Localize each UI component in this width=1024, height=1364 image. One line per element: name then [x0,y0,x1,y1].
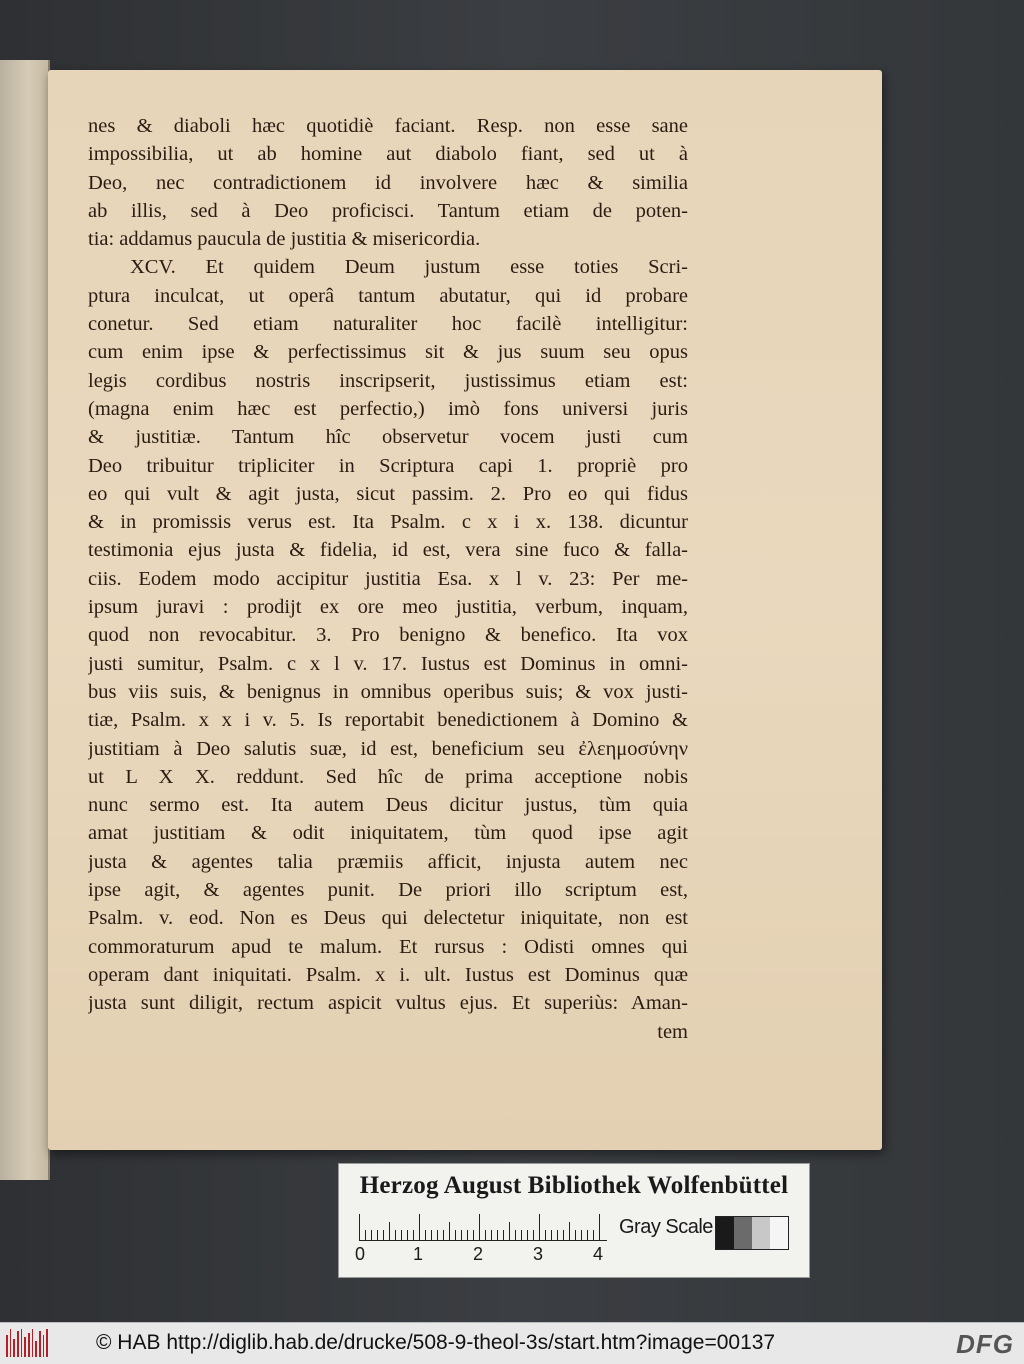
logo-bar [32,1329,34,1357]
ruler-tick [563,1230,564,1240]
text-line: justi sumitur, Psalm. c x l v. 17. Iustus est Dominus in omni- [88,652,688,675]
ruler-tick [485,1230,486,1240]
text-line: tia: addamus paucula de justitia & misericordia. [88,228,481,251]
ruler-tick [425,1230,426,1240]
text-line: nunc sermo est. Ita autem Deus dicitur justus, tùm quia [88,794,688,817]
previous-page-edge [0,60,50,1180]
text-line: ipse agit, & agentes punit. De priori illo scriptum est, [88,879,688,902]
text-line: justa sunt diligit, rectum aspicit vultus ejus. Et superiùs: Aman- [88,992,688,1015]
ruler-numbers [355,1244,625,1268]
ruler-tick [491,1230,492,1240]
ruler-tick [407,1230,408,1240]
text-line: (magna enim hæc est perfectio,) imò fons universi juris [88,397,688,420]
logo-bar [39,1331,41,1357]
ruler-tick [503,1230,504,1240]
ruler-tick [371,1230,372,1240]
text-line: quod non revocabitur. 3. Pro benigno & benefico. Ita vox [88,624,688,647]
ruler-tick [587,1230,588,1240]
logo-bar [10,1329,12,1357]
ruler-tick [437,1230,438,1240]
hab-barcode-logo-icon[interactable] [6,1329,48,1357]
ruler-tick [383,1230,384,1240]
ruler-number: 2 [473,1244,484,1264]
ruler-tick [473,1230,474,1240]
ruler-tick [455,1230,456,1240]
text-line: Deo, nec contradictionem id involvere hæc & similia [88,171,688,194]
ruler-tick [539,1214,540,1240]
swatch-dark-gray [734,1217,752,1249]
logo-bar [17,1331,19,1357]
text-line: conetur. Sed etiam naturaliter hoc facilè intelligitur: [88,313,688,336]
text-line: legis cordibus nostris inscripserit, justissimus etiam est: [88,369,688,392]
ruler-number: 3 [533,1244,544,1264]
text-line: cum enim ipse & perfectissimus sit & jus suum seu opus [88,341,688,364]
ruler-tick [365,1230,366,1240]
logo-bar [24,1337,26,1357]
ruler-number: 1 [413,1244,424,1264]
text-line: nes & diaboli hæc quotidiè faciant. Resp. non esse sane [88,115,688,137]
library-color-scale-label [338,1163,810,1278]
centimeter-ruler [359,1212,607,1241]
ruler-tick [551,1230,552,1240]
ruler-tick [443,1230,444,1240]
ruler-tick [377,1230,378,1240]
text-line: ptura inculcat, ut operâ tantum abutatur, qui id probare [88,284,688,307]
ruler-tick [509,1222,510,1240]
logo-bar [28,1333,30,1357]
ruler-tick [521,1230,522,1240]
ruler-tick [413,1230,414,1240]
text-line: & justitiæ. Tantum hîc observetur vocem justi cum [88,426,688,449]
ruler-tick [497,1230,498,1240]
ruler-tick [461,1230,462,1240]
ruler-tick [479,1214,480,1240]
swatch-black [716,1217,734,1249]
ruler-tick [449,1222,450,1240]
dfg-logo[interactable]: DFG [956,1329,1014,1359]
ruler-tick [359,1214,360,1240]
text-line: ipsum juravi : prodijt ex ore meo justitia, verbum, inquam, [88,596,688,619]
text-line: ab illis, sed à Deo proficisci. Tantum etiam de poten- [88,199,688,222]
ruler-tick [431,1230,432,1240]
text-line: & in promissis verus est. Ita Psalm. c x i x. 138. dicuntur [88,511,688,534]
logo-bar [46,1329,48,1357]
gray-scale-swatches [715,1216,789,1250]
ruler-tick [527,1230,528,1240]
ruler-tick [569,1222,570,1240]
logo-bar [35,1341,37,1357]
text-line: tiæ, Psalm. x x i v. 5. Is reportabit benedictionem à Domino & [88,709,688,732]
ruler-tick [533,1230,534,1240]
swatch-light-gray [752,1217,770,1249]
ruler-tick [515,1230,516,1240]
ruler-tick [575,1230,576,1240]
library-name: Herzog August Bibliothek Wolfenbüttel [359,1172,789,1199]
ruler-tick [401,1230,402,1240]
text-line: testimonia ejus justa & fidelia, id est, vera sine fuco & falla- [88,539,688,562]
text-line: impossibilia, ut ab homine aut diabolo fiant, sed ut à [88,143,688,166]
catchword: tem [657,1020,688,1043]
page-text [88,112,688,1046]
text-line: Deo tribuitur tripliciter in Scriptura capi 1. propriè pro [88,454,688,477]
text-line: bus viis suis, & benignus in omnibus operibus suis; & vox justi- [88,680,688,703]
ruler-tick [581,1230,582,1240]
ruler-tick [557,1230,558,1240]
ruler-tick [599,1214,600,1240]
ruler-tick [593,1230,594,1240]
text-line: ut L X X. reddunt. Sed hîc de prima acceptione nobis [88,765,688,788]
source-url-link[interactable]: © HAB http://diglib.hab.de/drucke/508-9-theol-3s/start.htm?image=00137 [96,1331,776,1354]
text-line: commoraturum apud te malum. Et rursus : Odisti omnes qui [88,935,688,958]
ruler-tick [545,1230,546,1240]
text-line: justa & agentes talia præmiis afficit, injusta autem nec [88,850,688,873]
ruler-number: 4 [593,1244,604,1264]
viewer-footer [0,1322,1024,1364]
text-line: operam dant iniquitati. Psalm. x i. ult. Iustus est Dominus quæ [88,963,688,986]
text-line: eo qui vult & agit justa, sicut passim. 2. Pro eo qui fidus [88,482,688,505]
logo-bar [13,1339,15,1357]
text-line: ciis. Eodem modo accipitur justitia Esa. x l v. 23: Per me- [88,567,688,590]
ruler-tick [389,1222,390,1240]
logo-bar [21,1329,23,1357]
swatch-white [770,1217,788,1249]
ruler-tick [395,1230,396,1240]
logo-bar [43,1335,45,1357]
ruler-tick [419,1214,420,1240]
text-line: Psalm. v. eod. Non es Deus qui delectetur iniquitate, non est [88,907,688,930]
text-line: XCV. Et quidem Deum justum esse toties Scri- [130,256,688,279]
logo-bar [6,1335,8,1357]
gray-scale-label: Gray Scale [619,1216,713,1238]
ruler-number: 0 [355,1244,366,1264]
ruler-tick [467,1230,468,1240]
text-line: justitiam à Deo salutis suæ, id est, beneficium seu ἐλεημοσύνην [88,737,688,760]
text-line: amat justitiam & odit iniquitatem, tùm quod ipse agit [88,822,688,845]
